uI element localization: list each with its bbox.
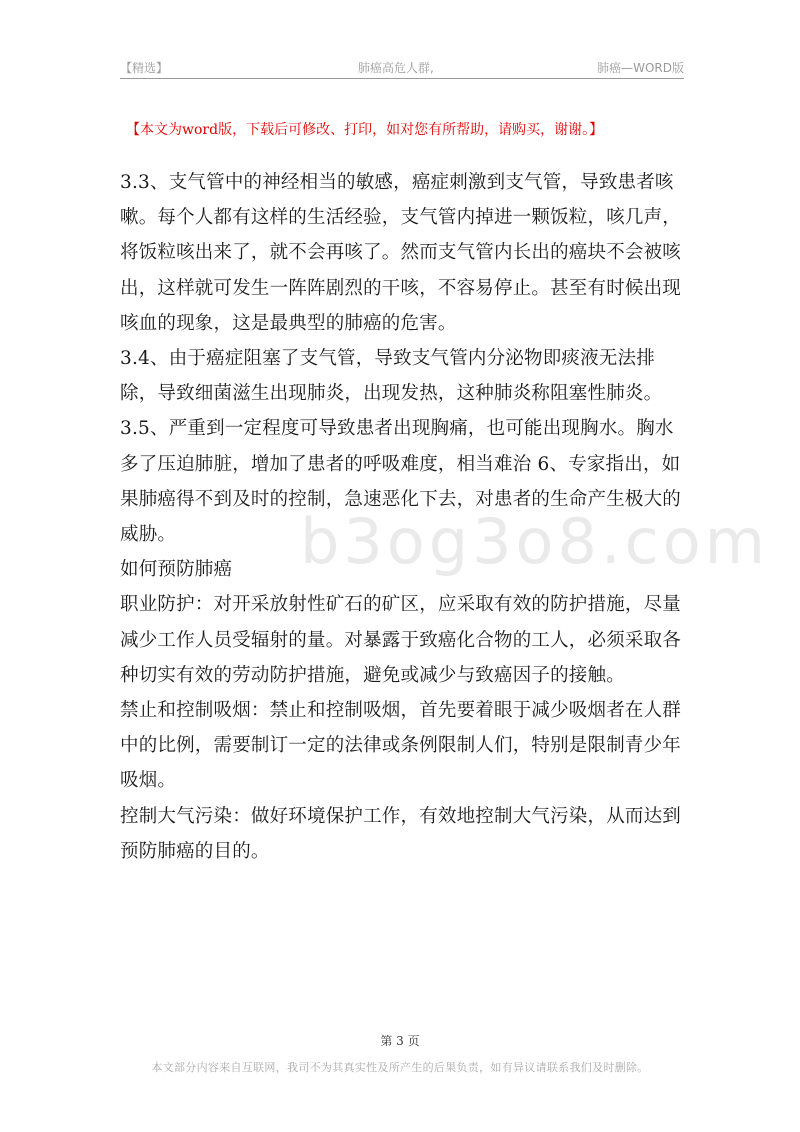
footer-disclaimer: 本文部分内容来自互联网，我司不为其真实性及所产生的后果负责，如有异议请联系我们及时删除。 [151, 1061, 649, 1074]
paragraph-smoking: 禁止和控制吸烟：禁止和控制吸烟，首先要着眼于减少吸烟者在人群中的比例，需要制订一定的法律或条例限制人们，特别是限制青少年吸烟。 [120, 700, 682, 792]
watermark: b3og3o8.com [300, 505, 770, 578]
document-body [120, 165, 686, 869]
page-header [120, 58, 684, 79]
section-heading: 如何预防肺癌 [120, 559, 233, 581]
purchase-notice: 【本文为word版，下载后可修改、打印，如对您有所帮助，请购买，谢谢。】 [126, 122, 604, 138]
page-number: 第 3 页 [380, 1034, 420, 1048]
paragraph-air-pollution: 控制大气污染：做好环境保护工作，有效地控制大气污染，从而达到预防肺癌的目的。 [120, 805, 682, 862]
header-right-label: 肺癌—WORD版 [597, 61, 684, 75]
paragraph-3-5: 3.5、严重到一定程度可导致患者出现胸痛，也可能出现胸水。胸水多了压迫肺脏，增加了患者的呼吸难度，相当难治 6、专家指出，如果肺癌得不到及时的控制，急速恶化下去，对患者的生命产生极大的威胁。 [120, 418, 682, 546]
header-left-label: 【精选】 [120, 61, 169, 75]
header-title: 肺癌高危人群, [358, 61, 434, 75]
paragraph-3-3: 3.3、支气管中的神经相当的敏感，癌症刺激到支气管，导致患者咳嗽。每个人都有这样的生活经验，支气管内掉进一颗饭粒，咳几声，将饭粒咳出来了，就不会再咳了。然而支气管内长出的癌块不会被咳出，这样就可发生一阵阵剧烈的干咳，不容易停止。甚至有时候出现咳血的现象，这是最典型的肺癌的危害。 [120, 172, 682, 334]
paragraph-occupational: 职业防护：对开采放射性矿石的矿区，应采取有效的防护措施，尽量减少工作人员受辐射的量。对暴露于致癌化合物的工人，必须采取各种切实有效的劳动防护措施，避免或减少与致癌因子的接触。 [120, 594, 682, 686]
paragraph-3-4: 3.4、由于癌症阻塞了支气管，导致支气管内分泌物即痰液无法排除，导致细菌滋生出现肺炎，出现发热，这种肺炎称阻塞性肺炎。 [120, 348, 663, 405]
